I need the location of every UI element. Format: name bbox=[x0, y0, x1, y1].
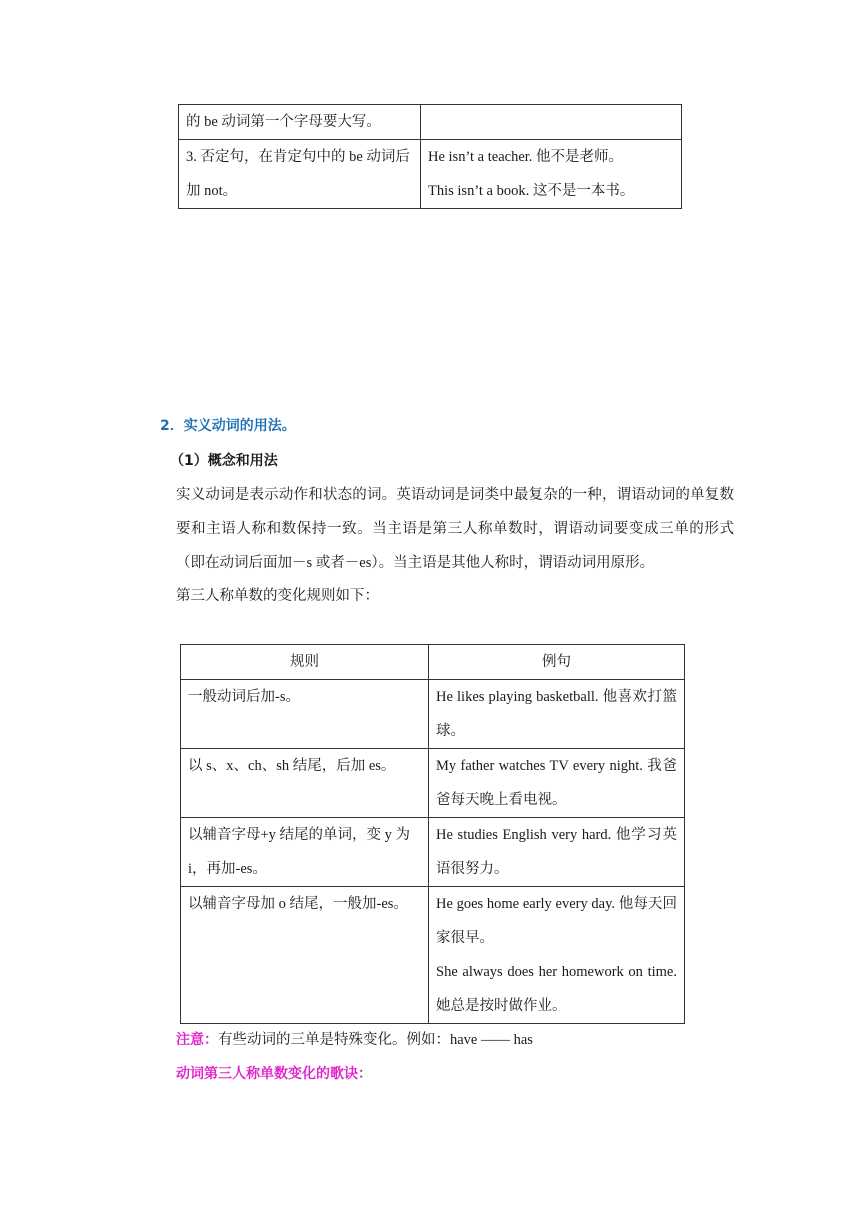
table-row bbox=[181, 818, 685, 887]
example-cell: He likes playing basketball. 他喜欢打篮球。 bbox=[429, 680, 685, 749]
rule-cell: 的 be 动词第一个字母要大写。 bbox=[179, 105, 421, 140]
example-cell: My father watches TV every night. 我爸爸每天晚上看电视。 bbox=[429, 749, 685, 818]
example-sentence: She always does her homework on time.她总是按时做作业。 bbox=[436, 964, 677, 1014]
note-text: 有些动词的三单是特殊变化。例如：have —— has bbox=[218, 1032, 533, 1048]
sub-heading: （1）概念和用法 bbox=[170, 453, 278, 469]
column-header-rule: 规则 bbox=[181, 645, 429, 680]
example-sentence: This isn’t a book. 这不是一本书。 bbox=[428, 183, 635, 199]
be-verb-rules-table bbox=[178, 104, 682, 209]
table-row bbox=[181, 749, 685, 818]
note-line bbox=[176, 1028, 533, 1049]
rule-cell: 一般动词后加-s。 bbox=[181, 680, 429, 749]
table-row bbox=[181, 680, 685, 749]
example-sentence: He goes home early every day. 他每天回家很早。 bbox=[436, 896, 677, 946]
table-header-row bbox=[181, 645, 685, 680]
table-row bbox=[179, 105, 682, 140]
example-cell bbox=[421, 105, 682, 140]
rule-cell: 以辅音字母加 o 结尾，一般加-es。 bbox=[181, 887, 429, 1024]
column-header-example: 例句 bbox=[429, 645, 685, 680]
table-row bbox=[179, 140, 682, 209]
rule-cell: 以辅音字母+y 结尾的单词，变 y 为 i，再加-es。 bbox=[181, 818, 429, 887]
example-sentence: He isn’t a teacher. 他不是老师。 bbox=[428, 149, 624, 165]
example-cell: He studies English very hard. 他学习英语很努力。 bbox=[429, 818, 685, 887]
concept-paragraph: 实义动词是表示动作和状态的词。英语动词是词类中最复杂的一种，谓语动词的单复数要和主语人称和数保持一致。当主语是第三人称单数时，谓语动词要变成三单的形式（即在动词后面加－s 或者－es）。当主语是其他人称时，谓语动词用原形。 bbox=[176, 487, 734, 571]
section-heading: 2．实义动词的用法。 bbox=[160, 418, 296, 434]
example-cell bbox=[421, 140, 682, 209]
rhyme-heading: 动词第三人称单数变化的歌诀： bbox=[176, 1066, 372, 1082]
rule-cell: 以 s、x、ch、sh 结尾，后加 es。 bbox=[181, 749, 429, 818]
third-person-rules-table bbox=[180, 644, 685, 1024]
example-cell bbox=[429, 887, 685, 1024]
table-row bbox=[181, 887, 685, 1024]
note-label: 注意： bbox=[176, 1032, 218, 1048]
rule-cell: 3. 否定句，在肯定句中的 be 动词后加 not。 bbox=[179, 140, 421, 209]
rules-intro: 第三人称单数的变化规则如下： bbox=[176, 588, 379, 604]
